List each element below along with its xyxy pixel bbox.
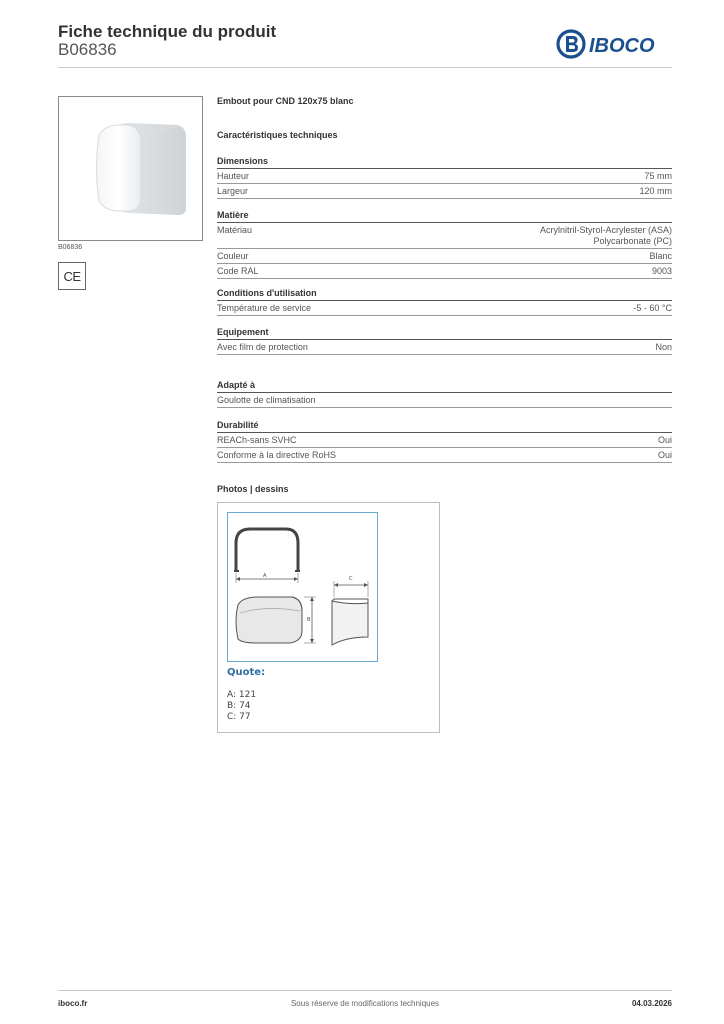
row-value: Oui: [657, 435, 672, 445]
section-title: Dimensions: [217, 156, 672, 169]
technical-drawing: [227, 512, 378, 662]
table-row: [217, 301, 672, 316]
row-label: Matériau: [217, 225, 253, 235]
table-row: [217, 393, 672, 408]
dimension-drawing: [228, 513, 377, 661]
section-sustainability: [217, 420, 672, 484]
quote-value-b: B: 74: [227, 701, 251, 711]
row-label: Largeur: [217, 186, 249, 196]
page-footer: [58, 990, 672, 1010]
row-value: Oui: [657, 450, 672, 460]
footer-date: 04.03.2026: [631, 999, 672, 1008]
product-code: B06836: [58, 40, 117, 59]
quote-value-c: C: 77: [227, 712, 251, 722]
row-value: Non: [655, 342, 672, 352]
table-row: [217, 169, 672, 184]
row-label: Température de service: [217, 303, 312, 313]
svg-text:B: B: [307, 617, 311, 623]
quote-label: Quote:: [227, 667, 266, 678]
section-dimensions: [217, 156, 672, 210]
section-equipment: [217, 327, 672, 380]
row-label: Couleur: [217, 251, 249, 261]
row-value: Blanc: [649, 251, 672, 261]
section-material: [217, 210, 672, 288]
table-row: [217, 223, 672, 249]
page-header: [58, 22, 672, 68]
ce-mark-text: CE: [63, 268, 81, 284]
row-value: Acrylnitril-Styrol-Acrylester (ASA) Polycarbonate (PC): [539, 225, 672, 246]
row-label: Conforme à la directive RoHS: [217, 450, 337, 460]
characteristics-heading: Caractéristiques techniques: [217, 130, 338, 140]
table-row: [217, 448, 672, 463]
footer-website: iboco.fr: [58, 999, 88, 1008]
svg-text:IBOCO: IBOCO: [589, 35, 655, 57]
table-row: [217, 433, 672, 448]
ce-mark: [58, 262, 86, 290]
table-row: [217, 184, 672, 199]
row-label: Avec film de protection: [217, 342, 308, 352]
end-cap-image: [59, 97, 202, 240]
photo-caption: B06836: [58, 244, 83, 251]
row-value: 9003: [651, 266, 672, 276]
section-title: Equipement: [217, 327, 672, 340]
iboco-logo: [556, 28, 672, 60]
footer-notice: Sous réserve de modifications techniques: [290, 999, 440, 1008]
row-value: -5 - 60 °C: [633, 303, 672, 313]
row-label: Goulotte de climatisation: [217, 395, 316, 405]
technical-content: [217, 96, 672, 496]
quote-values: [227, 690, 256, 723]
row-value: 75 mm: [644, 171, 672, 181]
row-label: REACh-sans SVHC: [217, 435, 297, 445]
row-label: Hauteur: [217, 171, 250, 181]
section-conditions: [217, 288, 672, 327]
section-title: Durabilité: [217, 420, 672, 433]
document-title: Fiche technique du produit: [58, 22, 277, 41]
svg-text:A: A: [263, 573, 267, 579]
product-photo: [58, 96, 203, 241]
row-value: 120 mm: [639, 186, 672, 196]
product-name: Embout pour CND 120x75 blanc: [217, 96, 354, 106]
quote-value-a: A: 121: [227, 690, 257, 700]
section-title: Matière: [217, 210, 672, 223]
section-suitable-for: [217, 380, 672, 420]
photos-heading: Photos | dessins: [217, 484, 289, 494]
table-row: [217, 264, 672, 279]
svg-text:C: C: [349, 576, 353, 582]
table-row: [217, 340, 672, 355]
section-title: Adapté à: [217, 380, 672, 393]
technical-drawing-frame: [217, 502, 440, 733]
row-label: Code RAL: [217, 266, 259, 276]
table-row: [217, 249, 672, 264]
section-title: Conditions d'utilisation: [217, 288, 672, 301]
